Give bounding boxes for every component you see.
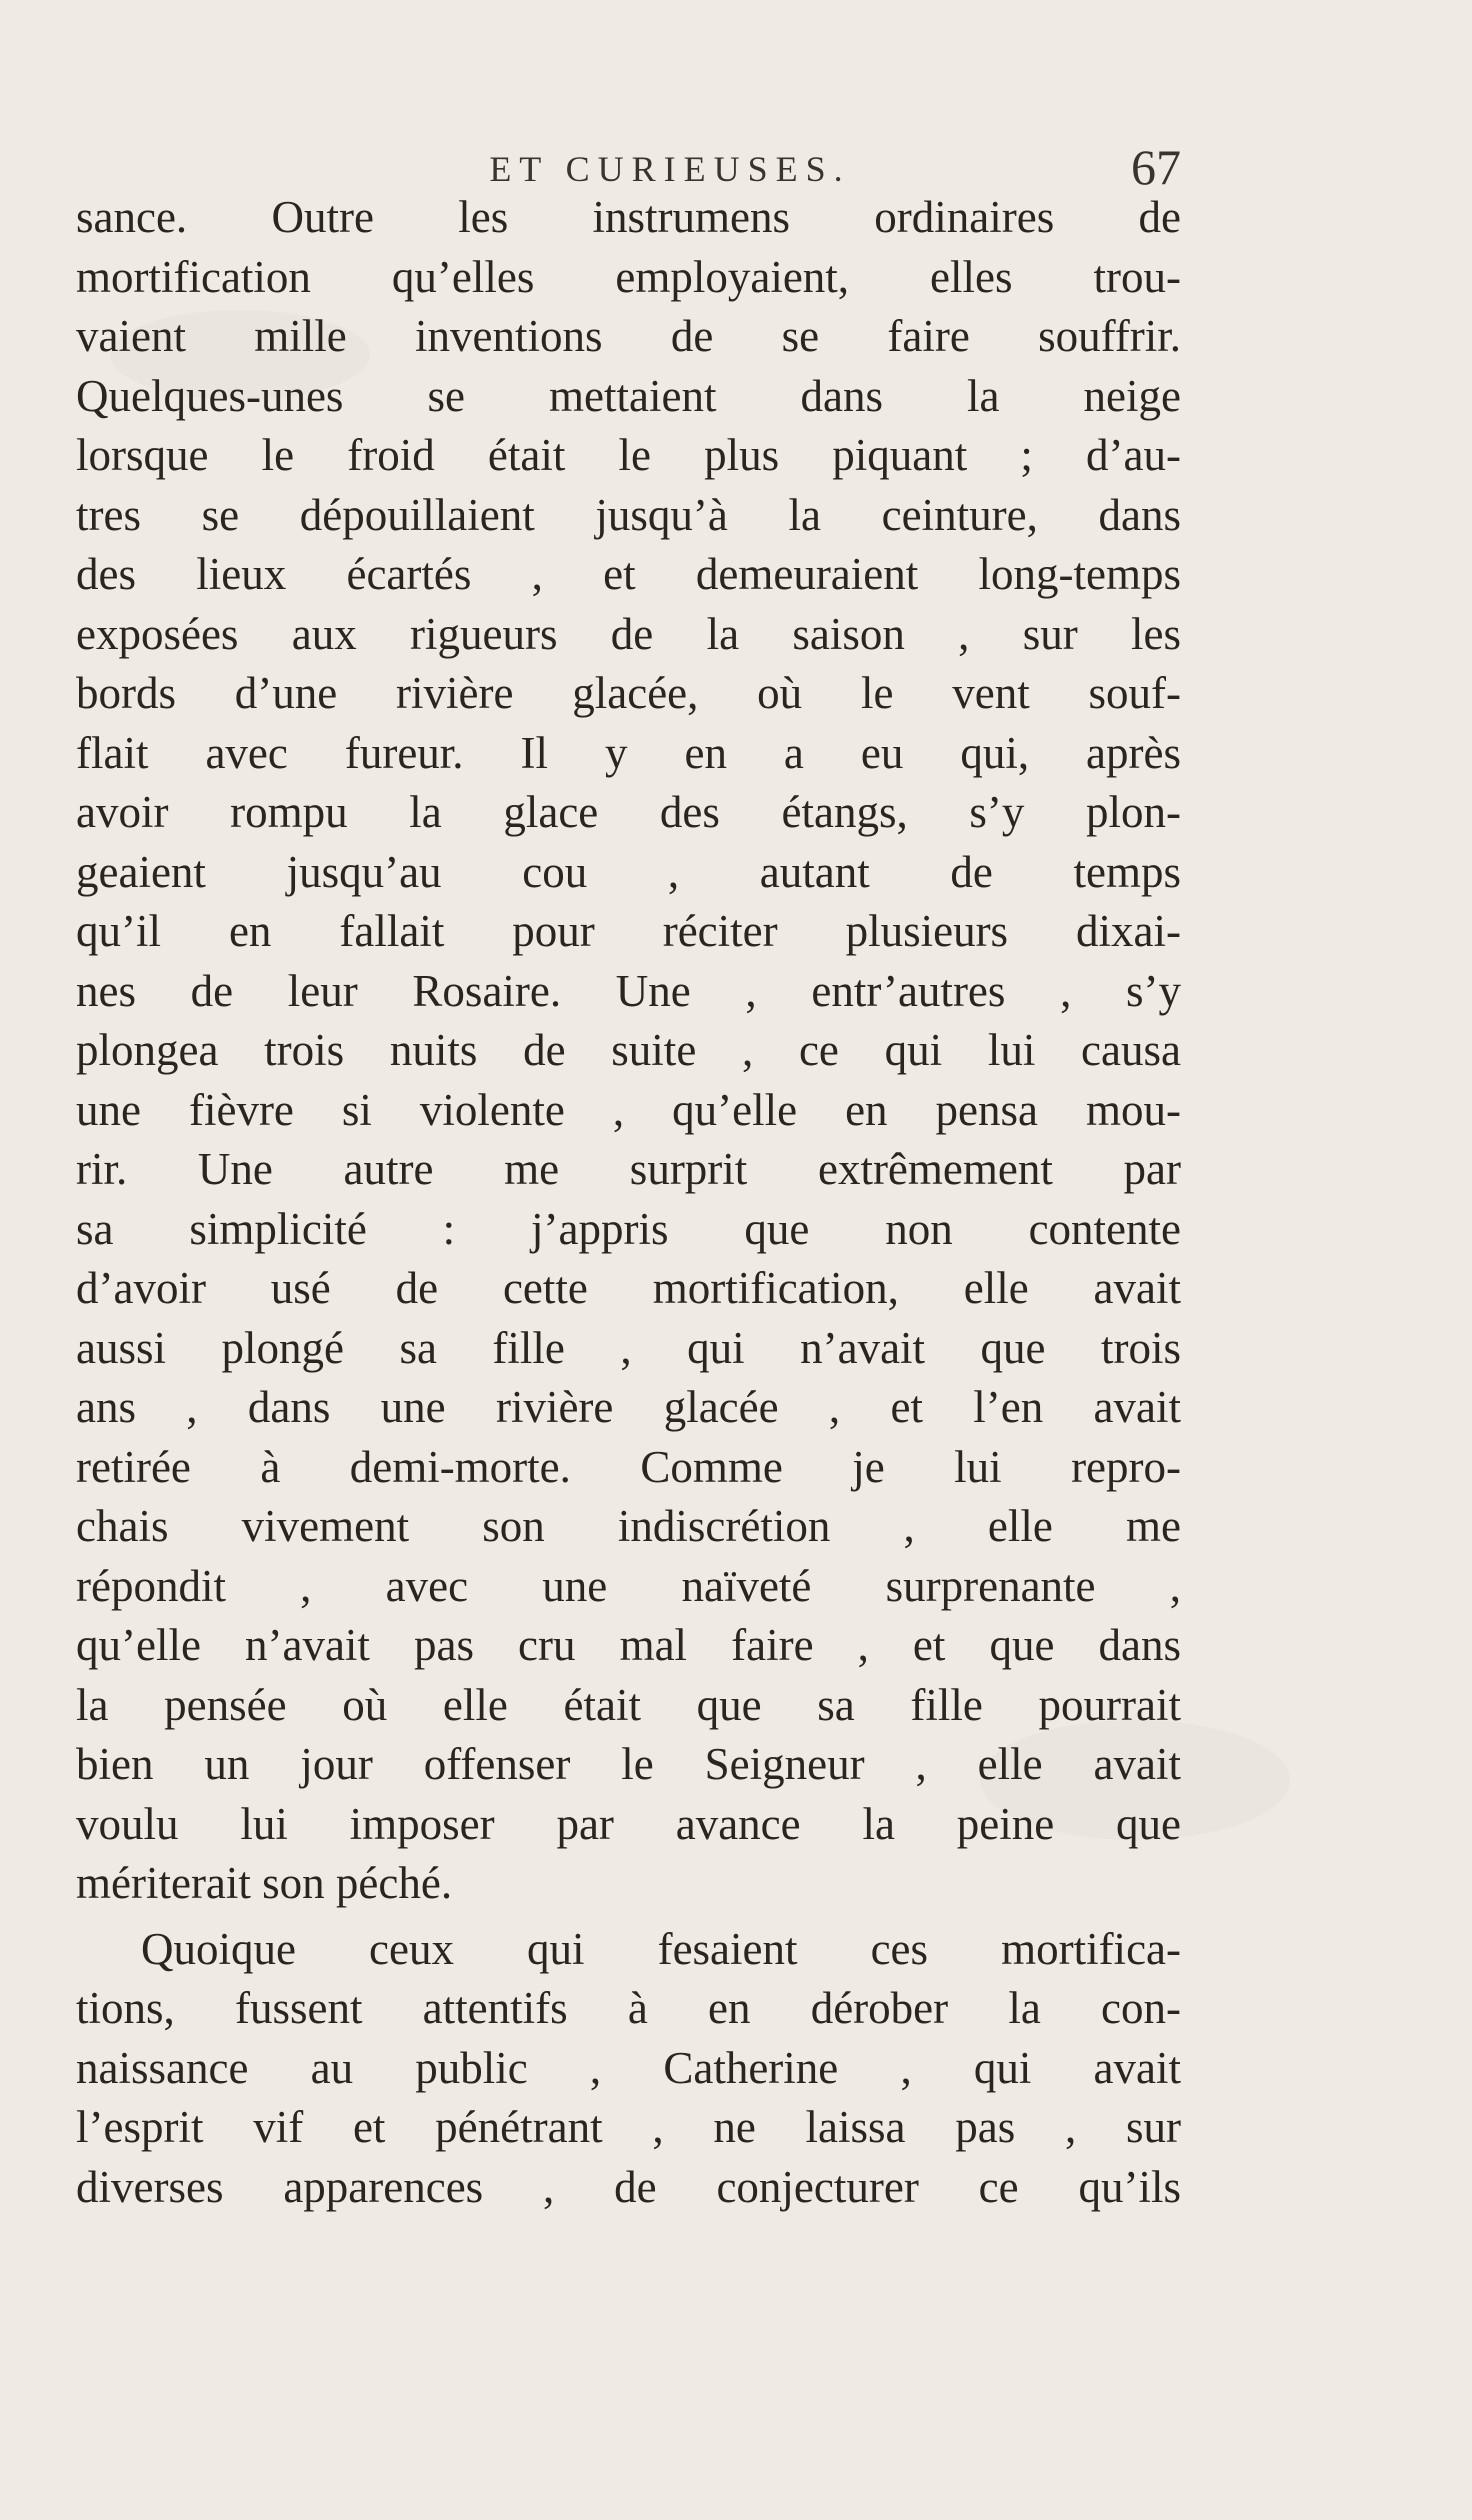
paragraph bbox=[76, 1920, 1181, 2218]
text-line: mortification qu’elles employaient, elles trou- bbox=[76, 251, 1181, 302]
text-line: avoir rompu la glace des étangs, s’y plon- bbox=[76, 787, 1181, 837]
text-line: tions, fussent attentifs à en dérober la con- bbox=[76, 1983, 1181, 2033]
text-line: qu’il en fallait pour réciter plusieurs dixai- bbox=[76, 906, 1181, 956]
paragraph bbox=[76, 188, 1181, 1914]
text-line: flait avec fureur. Il y en a eu qui, après bbox=[76, 727, 1181, 778]
text-line: des lieux écartés , et demeuraient long-temps bbox=[76, 549, 1181, 599]
body-text bbox=[76, 188, 1181, 2217]
text-line: bords d’une rivière glacée, où le vent souf- bbox=[76, 668, 1181, 718]
text-line: qu’elle n’avait pas cru mal faire , et que dans bbox=[76, 1620, 1181, 1670]
text-line: l’esprit vif et pénétrant , ne laissa pas , sur bbox=[76, 2102, 1181, 2152]
text-line: sa simplicité : j’appris que non contente bbox=[76, 1203, 1181, 1254]
text-line: naissance au public , Catherine , qui avait bbox=[76, 2042, 1181, 2093]
text-line: une fièvre si violente , qu’elle en pensa mou- bbox=[76, 1084, 1181, 1135]
text-line: geaient jusqu’au cou , autant de temps bbox=[76, 846, 1181, 897]
text-line: ans , dans une rivière glacée , et l’en avait bbox=[76, 1382, 1181, 1432]
text-line: vaient mille inventions de se faire souffrir. bbox=[76, 311, 1181, 361]
text-line: diverses apparences , de conjecturer ce qu’ils bbox=[76, 2161, 1181, 2212]
text-line: Quoique ceux qui fesaient ces mortifica- bbox=[141, 1923, 1181, 1974]
text-line: bien un jour offenser le Seigneur , elle avait bbox=[76, 1739, 1181, 1789]
text-line: sance. Outre les instrumens ordinaires de bbox=[76, 192, 1181, 242]
text-line: retirée à demi-morte. Comme je lui repro- bbox=[76, 1441, 1181, 1492]
text-line: tres se dépouillaient jusqu’à la ceinture, dans bbox=[76, 489, 1181, 540]
text-line: plongea trois nuits de suite , ce qui lui causa bbox=[76, 1025, 1181, 1075]
text-line: chais vivement son indiscrétion , elle me bbox=[76, 1501, 1181, 1551]
text-line: d’avoir usé de cette mortification, elle avait bbox=[76, 1263, 1181, 1313]
text-line: mériterait son péché. bbox=[76, 1858, 453, 1908]
text-line: la pensée où elle était que sa fille pourrait bbox=[76, 1679, 1181, 1730]
page-number: 67 bbox=[1131, 139, 1181, 195]
text-line: lorsque le froid était le plus piquant ; d’au- bbox=[76, 430, 1181, 480]
text-line: rir. Une autre me surprit extrêmement par bbox=[76, 1144, 1181, 1194]
text-line: répondit , avec une naïveté surprenante , bbox=[76, 1560, 1181, 1611]
text-line: voulu lui imposer par avance la peine que bbox=[76, 1798, 1181, 1849]
running-title: ET CURIEUSES. bbox=[489, 149, 851, 189]
text-line: Quelques-unes se mettaient dans la neige bbox=[76, 370, 1181, 421]
text-line: aussi plongé sa fille , qui n’avait que trois bbox=[76, 1322, 1181, 1373]
text-line: exposées aux rigueurs de la saison , sur les bbox=[76, 608, 1181, 659]
text-line: nes de leur Rosaire. Une , entr’autres , s’y bbox=[76, 965, 1181, 1016]
